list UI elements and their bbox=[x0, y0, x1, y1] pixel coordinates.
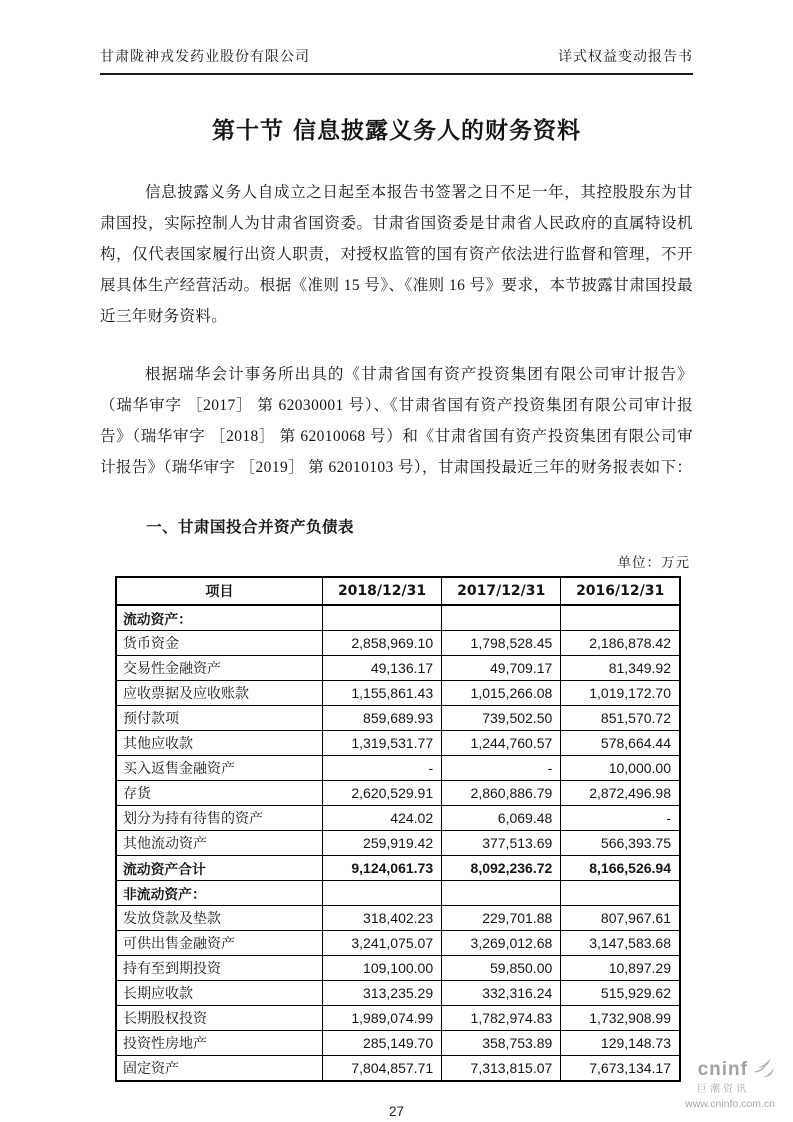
row-value bbox=[561, 881, 680, 906]
balance-table-head-row bbox=[116, 577, 680, 605]
row-value: 10,000.00 bbox=[561, 756, 680, 781]
table-row bbox=[116, 706, 680, 731]
row-label: 预付款项 bbox=[116, 706, 322, 731]
row-value: 1,798,528.45 bbox=[442, 631, 561, 656]
row-value: 49,709.17 bbox=[442, 656, 561, 681]
row-value: 566,393.75 bbox=[561, 831, 680, 856]
row-value: 3,269,012.68 bbox=[442, 931, 561, 956]
row-value: 109,100.00 bbox=[322, 956, 441, 981]
column-header-date: 2016/12/31 bbox=[561, 577, 680, 605]
table-row bbox=[116, 781, 680, 806]
row-value bbox=[442, 605, 561, 631]
cninfo-swirl-icon bbox=[751, 1056, 775, 1083]
row-value: 332,316.24 bbox=[442, 981, 561, 1006]
row-value: 81,349.92 bbox=[561, 656, 680, 681]
section-heading-balance-sheet: 一、甘肃国投合并资产负债表 bbox=[146, 518, 355, 536]
table-row bbox=[116, 906, 680, 931]
row-value: 1,019,172.70 bbox=[561, 681, 680, 706]
row-value: - bbox=[322, 756, 441, 781]
row-value: 6,069.48 bbox=[442, 806, 561, 831]
unit-label: 单位：万元 bbox=[617, 555, 690, 570]
row-value: 49,136.17 bbox=[322, 656, 441, 681]
cninfo-chinese-name: 巨潮资讯 bbox=[697, 1084, 749, 1096]
row-value: 313,235.29 bbox=[322, 981, 441, 1006]
row-label: 持有至到期投资 bbox=[116, 956, 322, 981]
row-label: 固定资产 bbox=[116, 1056, 322, 1082]
row-value bbox=[442, 881, 561, 906]
row-value: 1,319,531.77 bbox=[322, 731, 441, 756]
row-value: 10,897.29 bbox=[561, 956, 680, 981]
row-value: 129,148.73 bbox=[561, 1031, 680, 1056]
row-value: 739,502.50 bbox=[442, 706, 561, 731]
row-value: 1,244,760.57 bbox=[442, 731, 561, 756]
running-header bbox=[100, 46, 693, 75]
row-value: 1,782,974.83 bbox=[442, 1006, 561, 1031]
row-label: 长期应收款 bbox=[116, 981, 322, 1006]
row-label: 发放贷款及垫款 bbox=[116, 906, 322, 931]
row-value: 1,989,074.99 bbox=[322, 1006, 441, 1031]
row-value: 2,858,969.10 bbox=[322, 631, 441, 656]
table-row bbox=[116, 881, 680, 906]
header-company-name: 甘肃陇神戎发药业股份有限公司 bbox=[100, 50, 310, 65]
table-row bbox=[116, 931, 680, 956]
row-value bbox=[322, 881, 441, 906]
row-label: 其他应收款 bbox=[116, 731, 322, 756]
row-value: 229,701.88 bbox=[442, 906, 561, 931]
row-value: 515,929.62 bbox=[561, 981, 680, 1006]
column-header-date: 2018/12/31 bbox=[322, 577, 441, 605]
row-value: 2,620,529.91 bbox=[322, 781, 441, 806]
page-number: 27 bbox=[388, 1104, 405, 1119]
paragraph-audit-reports: 根据瑞华会计事务所出具的《甘肃省国有资产投资集团有限公司审计报告》（瑞华审字 ［2017］ 第 62030001 号）、《甘肃省国有资产投资集团有限公司审计报告》（瑞华审字 ［2018］ 第 62010068 号）和《甘肃省国有资产投资集团有限公司审计报告》（瑞华审字 ［2019］ 第 62010103 号），甘肃国投最近三年的财务报表如下： bbox=[100, 366, 693, 476]
row-label: 存货 bbox=[116, 781, 322, 806]
row-value: - bbox=[442, 756, 561, 781]
balance-table-body bbox=[116, 605, 680, 1081]
row-value: 259,919.42 bbox=[322, 831, 441, 856]
row-label: 非流动资产： bbox=[116, 881, 322, 906]
row-value: 578,664.44 bbox=[561, 731, 680, 756]
table-row bbox=[116, 1006, 680, 1031]
table-row bbox=[116, 831, 680, 856]
row-value: 7,804,857.71 bbox=[322, 1056, 441, 1082]
balance-sheet-table bbox=[115, 576, 681, 1082]
table-row bbox=[116, 631, 680, 656]
row-value: 1,015,266.08 bbox=[442, 681, 561, 706]
row-label: 交易性金融资产 bbox=[116, 656, 322, 681]
row-value: 807,967.61 bbox=[561, 906, 680, 931]
page-title: 第十节 信息披露义务人的财务资料 bbox=[211, 118, 581, 144]
table-row bbox=[116, 856, 680, 881]
row-value bbox=[322, 605, 441, 631]
table-row bbox=[116, 681, 680, 706]
row-label: 应收票据及应收账款 bbox=[116, 681, 322, 706]
table-row bbox=[116, 1056, 680, 1082]
row-value bbox=[561, 605, 680, 631]
row-value: 1,155,861.43 bbox=[322, 681, 441, 706]
row-label: 货币资金 bbox=[116, 631, 322, 656]
row-value: 1,732,908.99 bbox=[561, 1006, 680, 1031]
row-value: 59,850.00 bbox=[442, 956, 561, 981]
row-label: 其他流动资产 bbox=[116, 831, 322, 856]
row-label: 投资性房地产 bbox=[116, 1031, 322, 1056]
row-value: 8,092,236.72 bbox=[442, 856, 561, 881]
paragraph-intro: 信息披露义务人自成立之日起至本报告书签署之日不足一年，其控股股东为甘肃国投，实际控制人为甘肃省国资委。甘肃省国资委是甘肃省人民政府的直属特设机构，仅代表国家履行出资人职责，对授权监管的国有资产依法进行监督和管理，不开展具体生产经营活动。根据《准则 15 号》、《准则 16 号》要求，本节披露甘肃国投最近三年财务资料。 bbox=[100, 184, 693, 325]
row-value: 285,149.70 bbox=[322, 1031, 441, 1056]
row-value: 7,673,134.17 bbox=[561, 1056, 680, 1082]
table-row bbox=[116, 1031, 680, 1056]
row-value: 9,124,061.73 bbox=[322, 856, 441, 881]
row-value: 2,872,496.98 bbox=[561, 781, 680, 806]
row-value: 2,860,886.79 bbox=[442, 781, 561, 806]
table-row bbox=[116, 731, 680, 756]
row-label: 划分为持有待售的资产 bbox=[116, 806, 322, 831]
row-value: 377,513.69 bbox=[442, 831, 561, 856]
row-value: 3,147,583.68 bbox=[561, 931, 680, 956]
table-row bbox=[116, 605, 680, 631]
column-header-item: 项目 bbox=[116, 577, 322, 605]
row-value: - bbox=[561, 806, 680, 831]
table-row bbox=[116, 956, 680, 981]
row-label: 买入返售金融资产 bbox=[116, 756, 322, 781]
row-value: 424.02 bbox=[322, 806, 441, 831]
row-value: 318,402.23 bbox=[322, 906, 441, 931]
cninfo-brand-text: cninf bbox=[697, 1058, 748, 1080]
row-value: 2,186,878.42 bbox=[561, 631, 680, 656]
row-value: 7,313,815.07 bbox=[442, 1056, 561, 1082]
row-label: 流动资产： bbox=[116, 605, 322, 631]
row-label: 流动资产合计 bbox=[116, 856, 322, 881]
cninfo-logo bbox=[653, 1056, 783, 1110]
table-row bbox=[116, 756, 680, 781]
row-value: 3,241,075.07 bbox=[322, 931, 441, 956]
row-value: 358,753.89 bbox=[442, 1031, 561, 1056]
table-row bbox=[116, 981, 680, 1006]
table-row bbox=[116, 806, 680, 831]
column-header-date: 2017/12/31 bbox=[442, 577, 561, 605]
header-doc-type: 详式权益变动报告书 bbox=[558, 50, 693, 65]
table-row bbox=[116, 656, 680, 681]
row-value: 859,689.93 bbox=[322, 706, 441, 731]
row-value: 851,570.72 bbox=[561, 706, 680, 731]
cninfo-url: www.cninfo.com.cn bbox=[685, 1097, 775, 1110]
row-label: 长期股权投资 bbox=[116, 1006, 322, 1031]
row-value: 8,166,526.94 bbox=[561, 856, 680, 881]
row-label: 可供出售金融资产 bbox=[116, 931, 322, 956]
